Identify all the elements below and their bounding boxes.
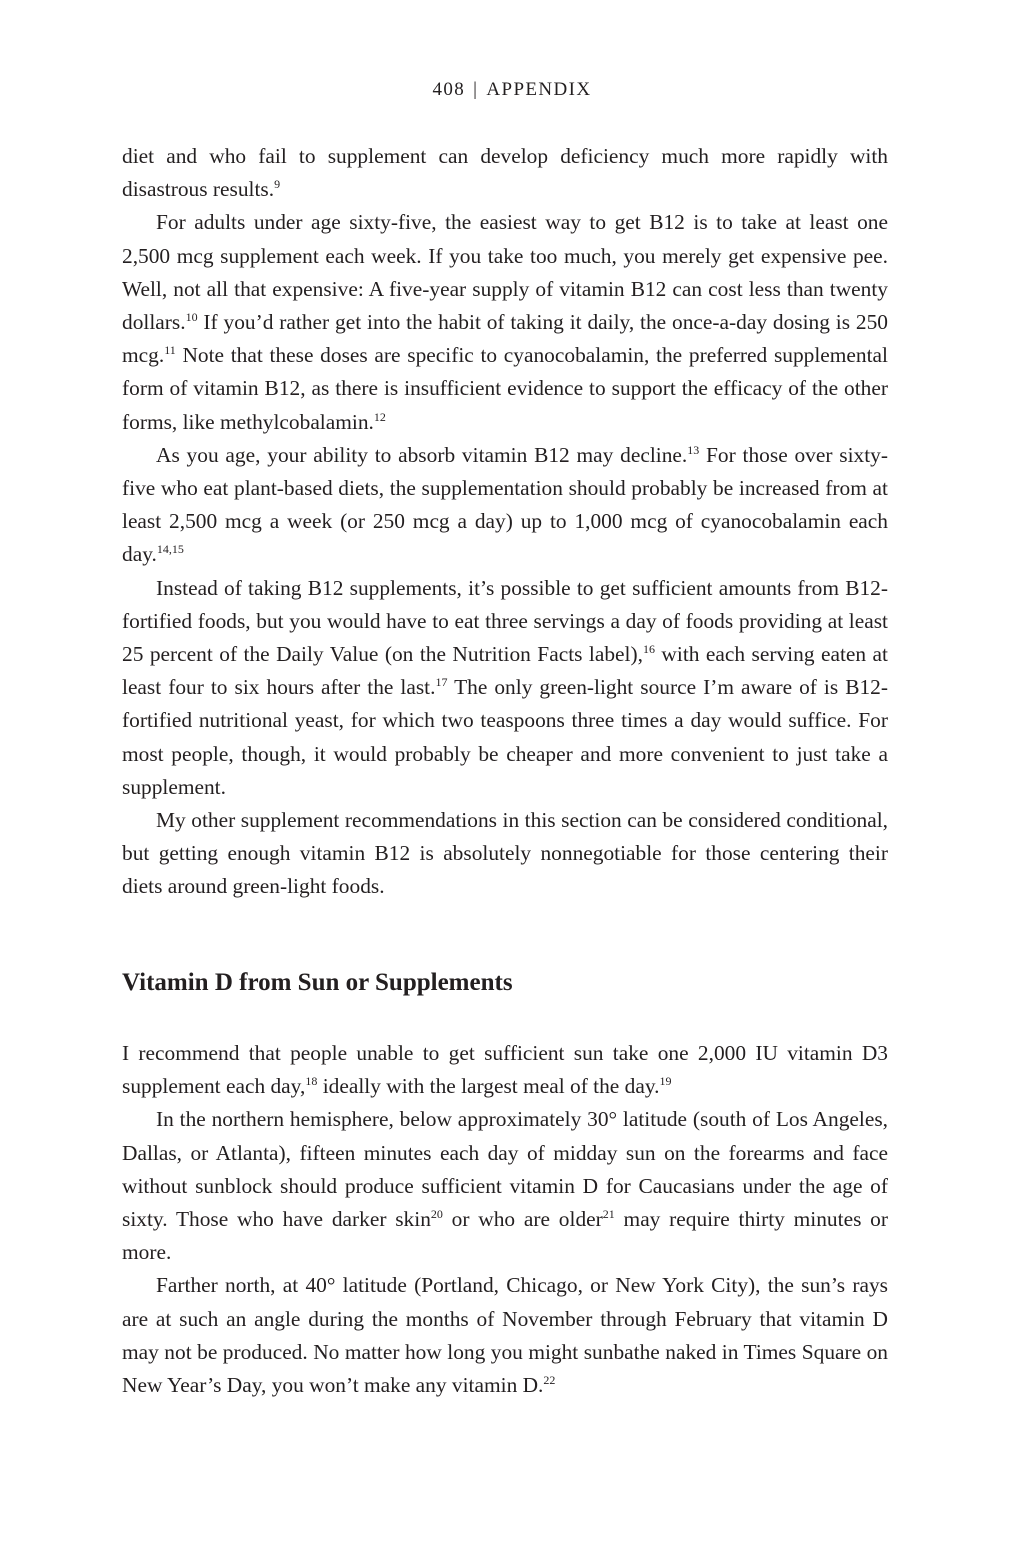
footnote-ref: 14,15 [156, 542, 184, 557]
paragraph [122, 804, 888, 904]
paragraph-text: Note that these doses are specific to cyanocobalamin, the preferred supplemental form of vitamin B12, as there is insufficient evidence to support the efficacy of the other forms, like methylcobalamin. [122, 343, 888, 434]
paragraph-text: Farther north, at 40° latitude (Portland, Chicago, or New York City), the sun’s rays are at such an angle during the months of November through February that vitamin D may not be produced. No matter how long you might sunbathe naked in Times Square on New Year’s Day, you won’t make any vitamin D. [122, 1273, 888, 1398]
paragraph-text: with each serving eaten at least four to six hours after the last. [122, 642, 888, 700]
paragraph-text: For those over sixty-five who eat plant-based diets, the supplementation should probably be increased from at least 2,500 mcg a week (or 250 mcg a day) up to 1,000 mcg of cyanocobalamin each day. [122, 442, 888, 567]
section-title: APPENDIX [486, 79, 592, 100]
paragraph-text: I recommend that people unable to get sufficient sun take one 2,000 IU vitamin D3 supplement each day, [122, 1041, 888, 1099]
paragraph [122, 1037, 888, 1103]
paragraph-text: The only green-light source I’m aware of is B12-fortified nutritional yeast, for which two teaspoons three times a day would suffice. For most people, though, it would probably be cheaper and more convenient to just take a supplement. [122, 675, 888, 799]
paragraph-text: If you’d rather get into the habit of taking it daily, the once-a-day dosing is 250 mcg. [122, 310, 888, 368]
paragraph-text: In the northern hemisphere, below approximately 30° latitude (south of Los Angeles, Dallas, or Atlanta), fifteen minutes each day of midday sun on the forearms and face without sunblock should produce sufficient vitamin D for Caucasians under the age of sixty. Those who have darker skin [122, 1107, 888, 1232]
footnote-ref: 22 [543, 1373, 556, 1388]
running-head [0, 78, 1024, 102]
b12-section [122, 140, 888, 904]
paragraph-text: ideally with the largest meal of the day. [317, 1074, 660, 1099]
footnote-ref: 17 [435, 675, 448, 690]
paragraph [122, 1269, 888, 1402]
footnote-ref: 20 [430, 1207, 443, 1222]
footnote-ref: 10 [185, 310, 198, 325]
running-head-separator: | [473, 79, 479, 100]
footnote-ref: 12 [373, 409, 386, 424]
footnote-ref: 21 [602, 1207, 615, 1222]
page-number: 408 [432, 79, 466, 100]
footnote-ref: 16 [642, 642, 655, 657]
footnote-ref: 18 [305, 1074, 318, 1089]
paragraph [122, 206, 888, 438]
footnote-ref: 11 [164, 343, 176, 358]
paragraph [122, 1103, 888, 1269]
paragraph [122, 439, 888, 572]
paragraph-text: or who are older [442, 1207, 603, 1232]
footnote-ref: 19 [659, 1074, 672, 1089]
paragraph-text: diet and who fail to supplement can develop deficiency much more rapidly with disastrous results. [122, 144, 888, 202]
section-heading: Vitamin D from Sun or Supplements [122, 969, 513, 996]
footnote-ref: 13 [687, 442, 700, 457]
paragraph-text: As you age, your ability to absorb vitamin B12 may decline. [156, 442, 688, 467]
paragraph-text: Instead of taking B12 supplements, it’s possible to get sufficient amounts from B12-fortified foods, but you would have to eat three servings a day of foods providing at least 25 percent of the Daily Value (on the Nutrition Facts label), [122, 575, 888, 667]
paragraph-text: may require thirty minutes or more. [122, 1207, 888, 1265]
paragraph [122, 572, 888, 804]
vitamin-d-section [122, 1037, 888, 1402]
footnote-ref: 9 [274, 177, 281, 192]
paragraph [122, 140, 888, 206]
paragraph-text: My other supplement recommendations in this section can be considered conditional, but getting enough vitamin B12 is absolutely nonnegotiable for those centering their diets around green-light foods. [122, 808, 888, 899]
paragraph-text: For adults under age sixty-five, the easiest way to get B12 is to take at least one 2,500 mcg supplement each week. If you take too much, you merely get expensive pee. Well, not all that expensive: A five-year supply of vitamin B12 can cost less than twenty dollars. [122, 210, 888, 335]
